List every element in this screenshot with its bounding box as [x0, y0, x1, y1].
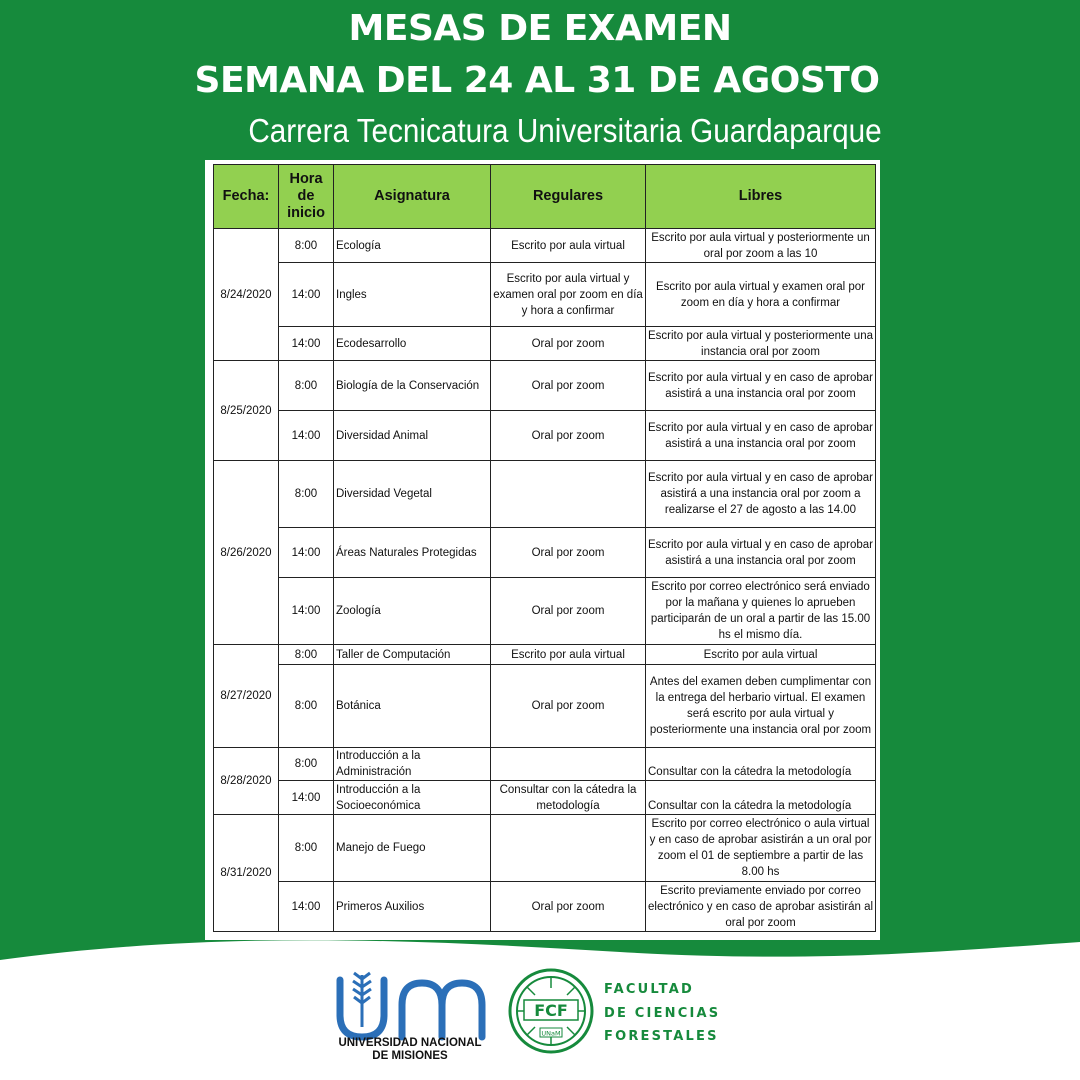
date-cell: 8/31/2020: [214, 815, 279, 932]
libres-cell: Antes del examen deben cumplimentar con la entrega del herbario virtual. El examen será escrito por aula virtual y posteriormente una instancia oral por zoom: [646, 665, 876, 748]
regulares-cell: Oral por zoom: [491, 578, 646, 645]
hora-cell: 14:00: [279, 781, 334, 815]
table-row: [214, 361, 876, 411]
regulares-cell: Oral por zoom: [491, 665, 646, 748]
table-header-row: [214, 165, 876, 229]
subtitle-career: Carrera Tecnicatura Universitaria Guardaparque: [248, 112, 882, 149]
libres-cell: Escrito por aula virtual y posteriormente una instancia oral por zoom: [646, 327, 876, 361]
hora-cell: 14:00: [279, 882, 334, 932]
libres-cell: Escrito previamente enviado por correo electrónico y en caso de aprobar asistirán al oral por zoom: [646, 882, 876, 932]
regulares-cell: Escrito por aula virtual y examen oral por zoom en día y hora a confirmar: [491, 263, 646, 327]
title-line-2: SEMANA DEL 24 AL 31 DE AGOSTO: [194, 60, 880, 101]
fcf-line2: DE CIENCIAS: [604, 1005, 721, 1021]
header-libres: Libres: [646, 165, 876, 229]
asignatura-cell: Taller de Computación: [334, 645, 491, 665]
regulares-cell: [491, 461, 646, 528]
header-fecha: Fecha:: [214, 165, 279, 229]
libres-cell: Consultar con la cátedra la metodología: [646, 781, 876, 815]
libres-cell: Consultar con la cátedra la metodología: [646, 748, 876, 781]
fcf-seal: [508, 968, 594, 1054]
libres-cell: Escrito por aula virtual: [646, 645, 876, 665]
unam-name-line1: UNIVERSIDAD NACIONAL: [338, 1037, 482, 1049]
table-row: [214, 578, 876, 645]
fcf-seal-sub: UNaM: [541, 1029, 561, 1038]
libres-cell: Escrito por aula virtual y en caso de aprobar asistirá a una instancia oral por zoom: [646, 411, 876, 461]
table-row: [214, 645, 876, 665]
table-row: [214, 229, 876, 263]
libres-cell: Escrito por aula virtual y en caso de aprobar asistirá a una instancia oral por zoom a realizarse el 27 de agosto a las 14.00: [646, 461, 876, 528]
fcf-seal-text: FCF: [534, 1001, 568, 1020]
fcf-faculty-name: [604, 978, 720, 1049]
asignatura-cell: Botánica: [334, 665, 491, 748]
hora-cell: 14:00: [279, 528, 334, 578]
libres-cell: Escrito por correo electrónico será enviado por la mañana y quienes lo aprueben participarán de un oral a partir de las 15.00 hs el mismo día.: [646, 578, 876, 645]
table-row: [214, 461, 876, 528]
regulares-cell: Oral por zoom: [491, 882, 646, 932]
hora-cell: 8:00: [279, 815, 334, 882]
fcf-line3: FORESTALES: [604, 1029, 719, 1044]
hora-cell: 14:00: [279, 327, 334, 361]
regulares-cell: Oral por zoom: [491, 327, 646, 361]
exam-schedule-table: [213, 164, 876, 932]
asignatura-cell: Diversidad Vegetal: [334, 461, 491, 528]
asignatura-cell: Diversidad Animal: [334, 411, 491, 461]
asignatura-cell: Ecología: [334, 229, 491, 263]
header-regulares: Regulares: [491, 165, 646, 229]
hora-cell: 14:00: [279, 578, 334, 645]
libres-cell: Escrito por correo electrónico o aula virtual y en caso de aprobar asistirán a un oral por zoom el 01 de septiembre a partir de las 8.00 hs: [646, 815, 876, 882]
regulares-cell: Escrito por aula virtual: [491, 229, 646, 263]
table-row: [214, 815, 876, 882]
hora-cell: 14:00: [279, 263, 334, 327]
libres-cell: Escrito por aula virtual y examen oral por zoom en día y hora a confirmar: [646, 263, 876, 327]
asignatura-cell: Introducción a la Administración: [334, 748, 491, 781]
unam-name-line2: DE MISIONES: [372, 1050, 448, 1062]
regulares-cell: Oral por zoom: [491, 528, 646, 578]
regulares-cell: Escrito por aula virtual: [491, 645, 646, 665]
regulares-cell: [491, 748, 646, 781]
hora-cell: 8:00: [279, 229, 334, 263]
asignatura-cell: Ingles: [334, 263, 491, 327]
table-row: [214, 263, 876, 327]
header-hora: Hora de inicio: [279, 165, 334, 229]
regulares-cell: Oral por zoom: [491, 361, 646, 411]
libres-cell: Escrito por aula virtual y en caso de aprobar asistirá a una instancia oral por zoom: [646, 361, 876, 411]
libres-cell: Escrito por aula virtual y posteriormente un oral por zoom a las 10: [646, 229, 876, 263]
hora-cell: 8:00: [279, 361, 334, 411]
table-row: [214, 411, 876, 461]
table-row: [214, 327, 876, 361]
asignatura-cell: Manejo de Fuego: [334, 815, 491, 882]
date-cell: 8/24/2020: [214, 229, 279, 361]
regulares-cell: [491, 815, 646, 882]
libres-cell: Escrito por aula virtual y en caso de aprobar asistirá a una instancia oral por zoom: [646, 528, 876, 578]
hora-cell: 8:00: [279, 665, 334, 748]
table-row: [214, 665, 876, 748]
asignatura-cell: Ecodesarrollo: [334, 327, 491, 361]
table-row: [214, 781, 876, 815]
header-asignatura: Asignatura: [334, 165, 491, 229]
table-row: [214, 882, 876, 932]
asignatura-cell: Biología de la Conservación: [334, 361, 491, 411]
asignatura-cell: Zoología: [334, 578, 491, 645]
hora-cell: 14:00: [279, 411, 334, 461]
asignatura-cell: Primeros Auxilios: [334, 882, 491, 932]
fcf-line1: FACULTAD: [604, 982, 694, 997]
regulares-cell: Consultar con la cátedra la metodología: [491, 781, 646, 815]
asignatura-cell: Introducción a la Socioeconómica: [334, 781, 491, 815]
date-cell: 8/25/2020: [214, 361, 279, 461]
date-cell: 8/26/2020: [214, 461, 279, 645]
hora-cell: 8:00: [279, 645, 334, 665]
title-line-1: MESAS DE EXAMEN: [348, 8, 732, 49]
hora-cell: 8:00: [279, 748, 334, 781]
date-cell: 8/27/2020: [214, 645, 279, 748]
asignatura-cell: Áreas Naturales Protegidas: [334, 528, 491, 578]
table-row: [214, 528, 876, 578]
unam-name: [322, 1037, 498, 1063]
table-row: [214, 748, 876, 781]
hora-cell: 8:00: [279, 461, 334, 528]
date-cell: 8/28/2020: [214, 748, 279, 815]
regulares-cell: Oral por zoom: [491, 411, 646, 461]
